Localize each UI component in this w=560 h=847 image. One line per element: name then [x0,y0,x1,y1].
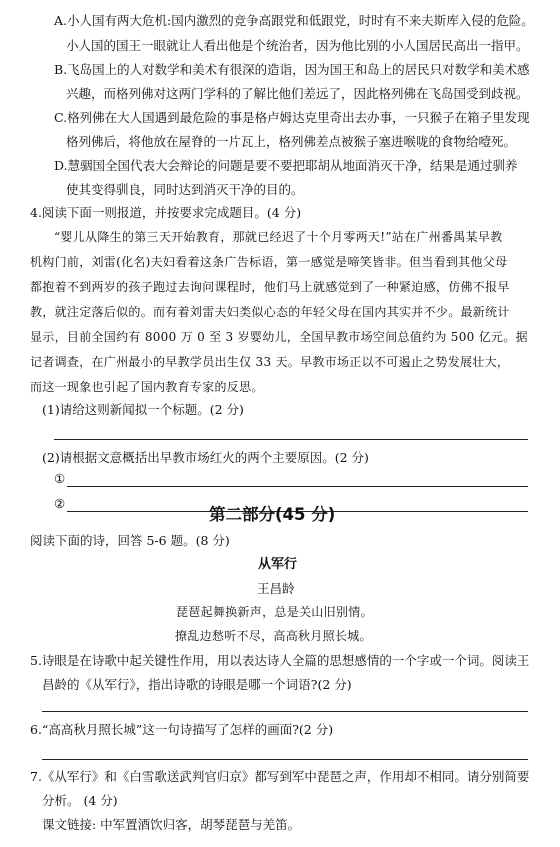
answer-line-6[interactable] [42,759,528,760]
poem-line-1: 琵琶起舞换新声，总是关山旧别情。 [176,605,373,619]
passage-line-2: 机构门前，刘雷(化名)夫妇看着这条广告标语，第一感觉是啼笑皆非。但当看到其他父母 [30,255,508,269]
passage-line-5: 显示，目前全国约有 8000 万 0 至 3 岁婴幼儿，全国早教市场空间总值约为 500 亿元。据 [30,330,528,344]
text-link: 课文链接: 中军置酒饮归客，胡琴琵琶与羌笛。 [42,817,301,832]
question-4-stem: 4.阅读下面一则报道，并按要求完成题目。(4 分) [30,205,302,220]
option-b-line-1: B.飞岛国上的人对数学和美术有很深的造诣，因为国王和岛上的居民只对数学和美术感 [54,62,530,77]
answer-line-4-1[interactable] [54,439,528,440]
poem-line-2: 撩乱边愁听不尽，高高秋月照长城。 [175,629,372,643]
answer-mark-2: ② [54,496,66,511]
question-7-line-2: 分析。 (4 分) [42,793,118,808]
answer-mark-1: ① [54,471,66,486]
passage-line-7: 而这一现象也引起了国内教育专家的反思。 [30,380,264,394]
question-4-sub-1: (1)请给这则新闻拟一个标题。(2 分) [42,402,244,417]
part-two-heading: 第二部分(45 分) [209,505,336,524]
passage-line-1: “婴儿从降生的第三天开始教育，那就已经迟了十个月零两天!”站在广州番禺某早教 [54,230,503,244]
question-4-sub-2: (2)请根据文意概括出早教市场红火的两个主要原因。(2 分) [42,450,369,465]
passage-line-4: 教，就注定落后似的。而有着刘雷夫妇类似心态的年轻父母在国内其实并不少。最新统计 [30,305,510,319]
option-a-line-2: 小人国的国王一眼就让人看出他是个统治者，因为他比别的小人国居民高出一指甲。 [66,38,529,53]
passage-line-3: 都抱着不到两岁的孩子跑过去询问课程时，他们马上就感觉到了一种紧迫感，仿佛不报早 [30,280,510,294]
poem-author: 王昌龄 [257,581,295,596]
option-c-line-1: C.格列佛在大人国遇到最危险的事是格卢姆达克里奇出去办事，一只猴子在箱子里发现 [54,110,530,125]
question-7-line-1: 7.《从军行》和《白雪歌送武判官归京》都写到军中琵琶之声，作用却不相同。请分别简要 [30,769,530,784]
option-d-line-1: D.慧骃国全国代表大会辩论的问题是要不要把耶胡从地面消灭干净，结果是通过驯养 [54,158,518,173]
answer-line-5[interactable] [42,711,528,712]
answer-line-4-2a[interactable] [67,486,528,487]
part-two-intro: 阅读下面的诗，回答 5-6 题。(8 分) [30,533,230,548]
question-5-line-2: 昌龄的《从军行》，指出诗歌的诗眼是哪一个词语?(2 分) [42,677,352,692]
passage-line-6: 记者调查，在广州最小的早教学员出生仅 33 天。早教市场正以不可遏止之势发展壮大， [30,355,510,369]
option-a-line-1: A.小人国有两大危机:国内激烈的竞争高跟党和低跟党，时时有不来夫斯库入侵的危险。 [54,13,534,28]
option-c-line-2: 格列佛后，将他放在屋脊的一片瓦上，格列佛差点被猴子塞进喉咙的食物给噎死。 [66,134,517,149]
option-d-line-2: 使其变得驯良，同时达到消灭干净的目的。 [66,182,304,197]
question-6: 6.“高高秋月照长城”这一句诗描写了怎样的画面?(2 分) [30,722,334,737]
poem-title: 从军行 [258,557,298,572]
question-5-line-1: 5.诗眼是在诗歌中起关键性作用，用以表达诗人全篇的思想感情的一个字或一个词。阅读王 [30,653,530,668]
option-b-line-2: 兴趣，而格列佛对这两门学科的了解比他们差远了，因此格列佛在飞岛国受到歧视。 [66,86,529,101]
